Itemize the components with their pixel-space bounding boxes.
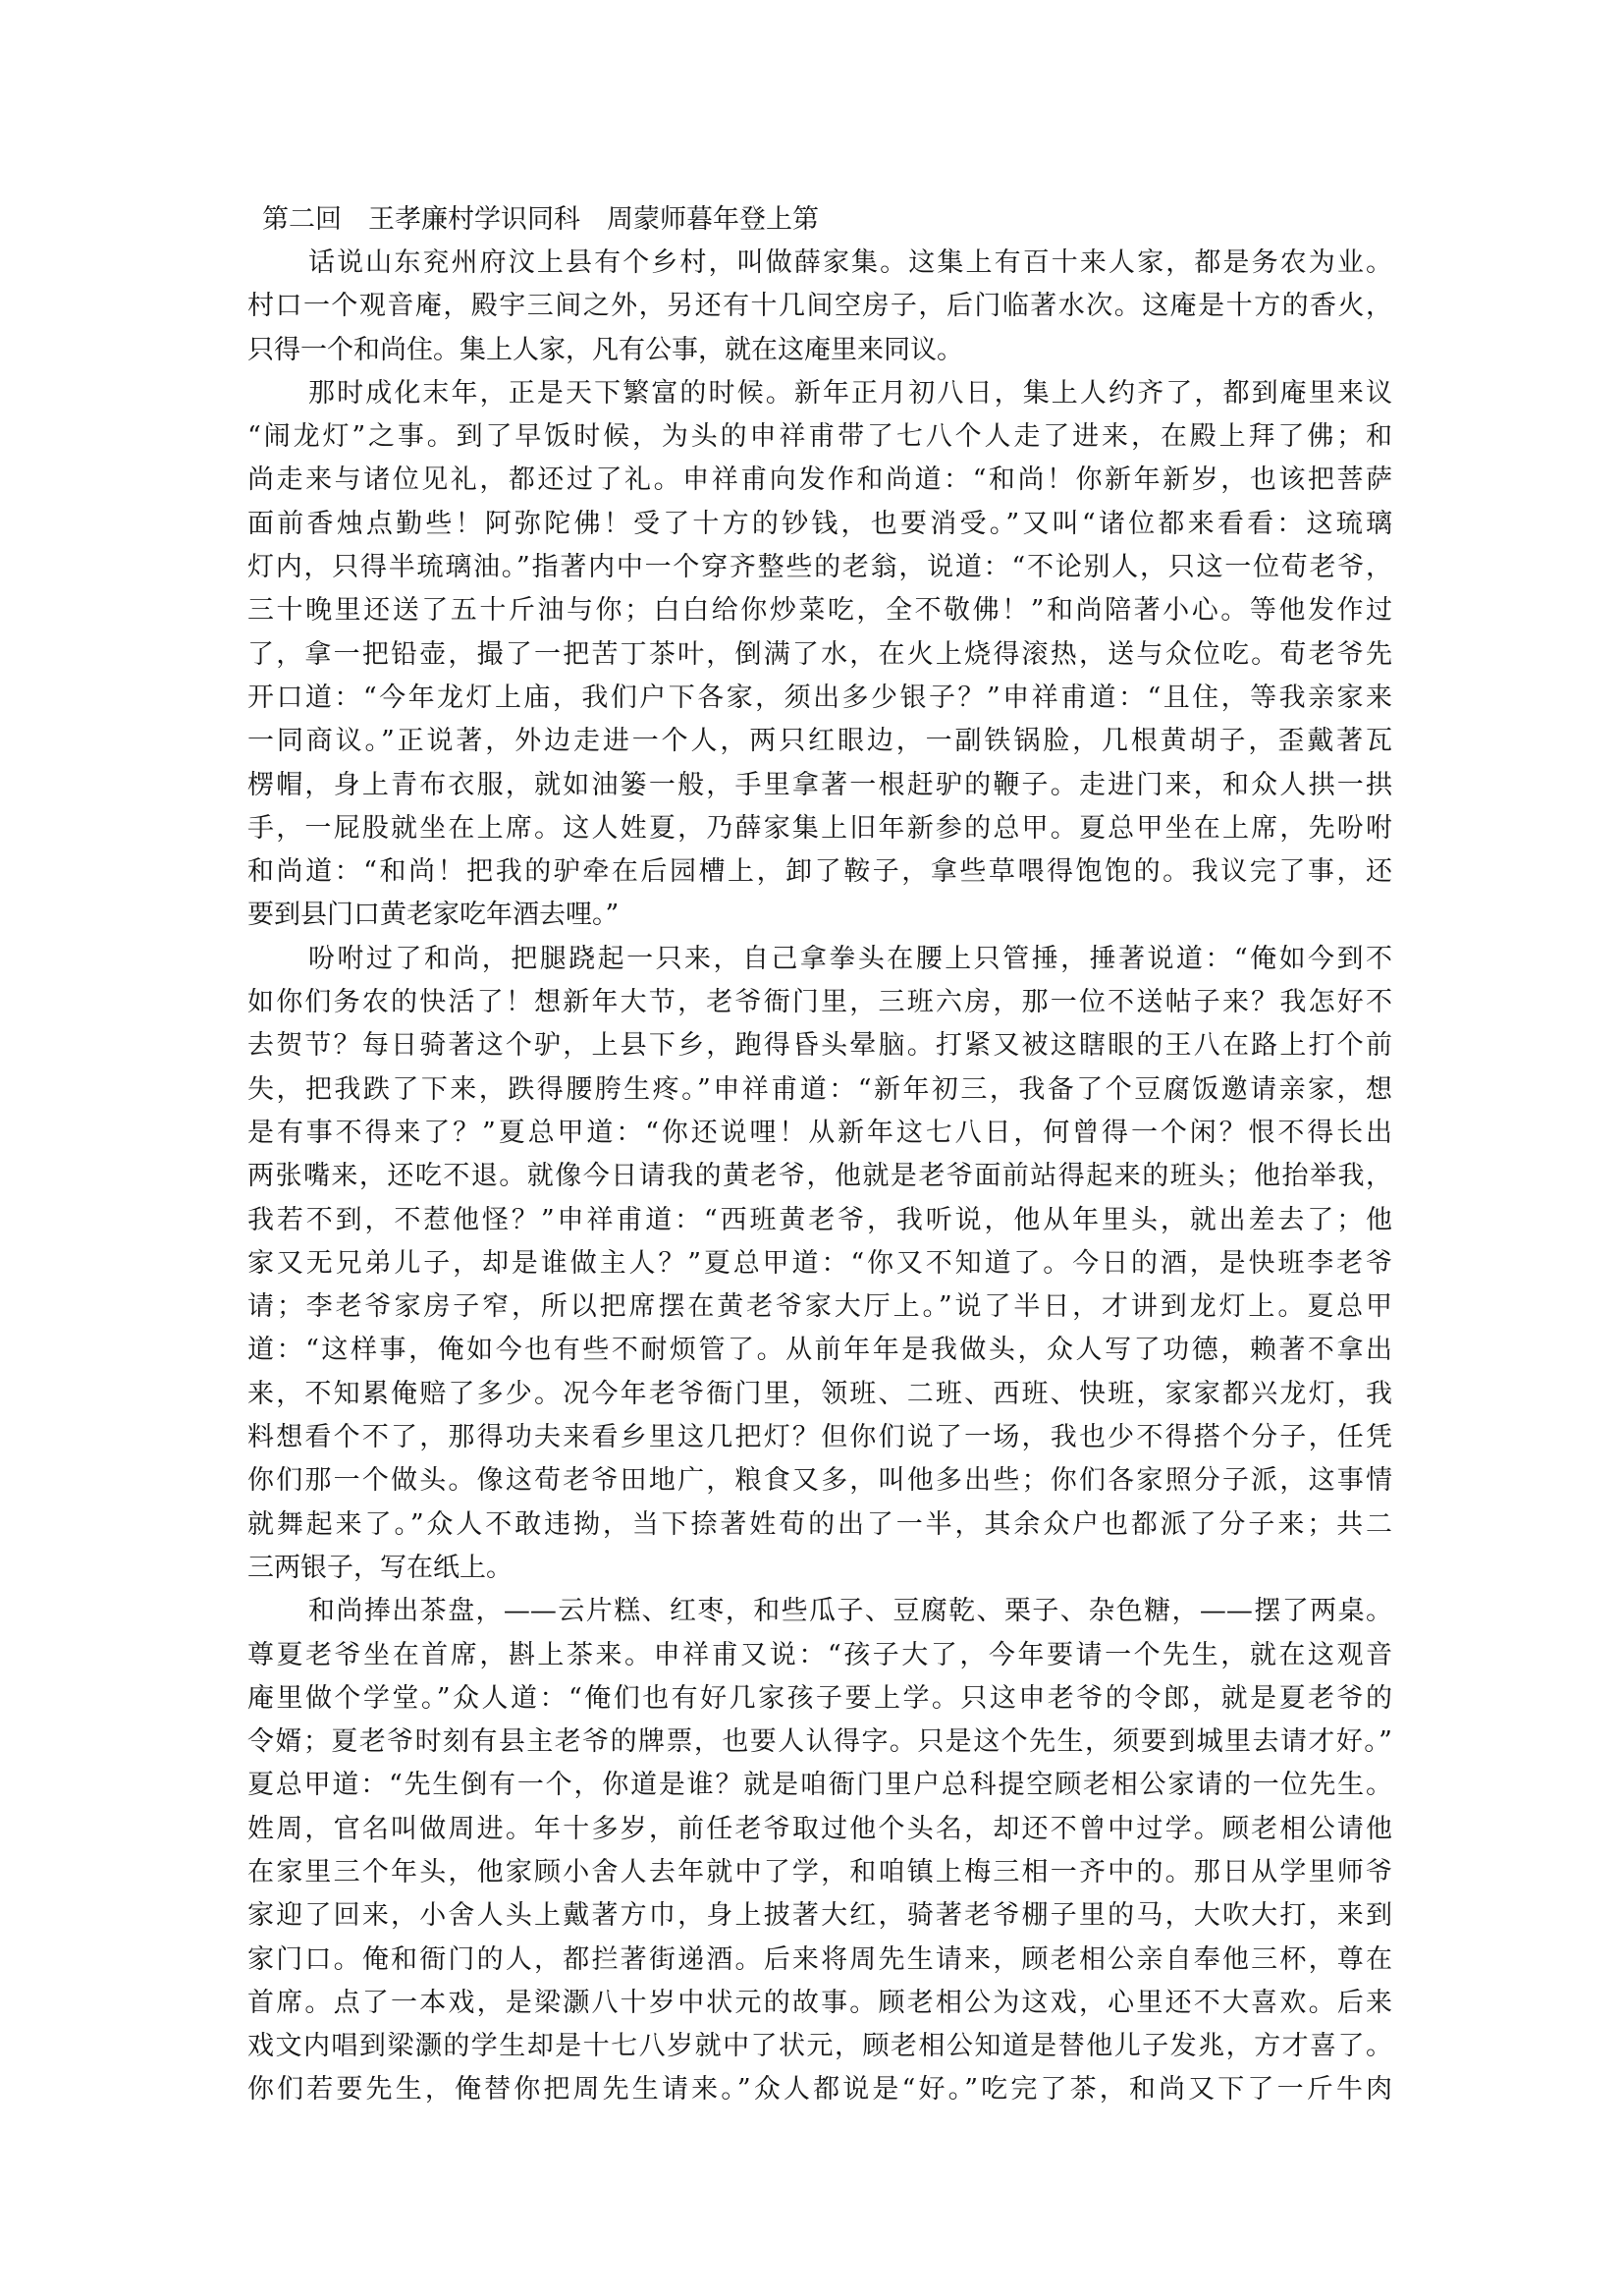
text-line: 尊夏老爷坐在首席，斟上茶来。申祥甫又说：“孩子大了，今年要请一个先生，就在这观音 — [247, 1639, 1392, 1670]
text-line: 了，拿一把铅壶，撮了一把苦丁茶叶，倒满了水，在火上烧得滚热，送与众位吃。荀老爷先 — [247, 638, 1392, 670]
text-line: 楞帽，身上青布衣服，就如油篓一般，手里拿著一根赶驴的鞭子。走进门来，和众人拱一拱 — [247, 769, 1392, 800]
text-line: 面前香烛点勤些！阿弥陀佛！受了十方的钞钱，也要消受。”又叫“诸位都来看看：这琉璃 — [247, 508, 1392, 539]
text-line: 如你们务农的快活了！想新年大节，老爷衙门里，三班六房，那一位不送帖子来？我怎好不 — [247, 987, 1392, 1018]
text-line: 首席。点了一本戏，是梁灏八十岁中状元的故事。顾老相公为这戏，心里还不大喜欢。后来 — [247, 1987, 1392, 2018]
text-line: 就舞起来了。”众人不敢违拗，当下捺著姓荀的出了一半，其余众户也都派了分子来；共二 — [247, 1508, 1392, 1540]
text-line: 吩咐过了和尚，把腿跷起一只来，自己拿拳头在腰上只管捶，捶著说道：“俺如今到不 — [308, 943, 1392, 974]
text-line: 姓周，官名叫做周进。年十多岁，前任老爷取过他个头名，却还不曾中过学。顾老相公请他 — [247, 1813, 1392, 1844]
text-line: 话说山东兖州府汶上县有个乡村，叫做薛家集。这集上有百十来人家，都是务农为业。 — [308, 247, 1392, 278]
text-line: 请；李老爷家房子窄，所以把席摆在黄老爷家大厅上。”说了半日，才讲到龙灯上。夏总甲 — [247, 1291, 1392, 1323]
text-line: 夏总甲道：“先生倒有一个，你道是谁？就是咱衙门里户总科提空顾老相公家请的一位先生。 — [247, 1770, 1392, 1801]
chapter-title: 第二回 王孝廉村学识同科 周蒙师暮年登上第 — [262, 204, 819, 235]
text-line: 失，把我跌了下来，跌得腰胯生疼。”申祥甫道：“新年初三，我备了个豆腐饭邀请亲家，想 — [247, 1073, 1392, 1105]
body-text — [247, 242, 1392, 2112]
paragraph — [247, 242, 1392, 372]
paragraph — [247, 1590, 1392, 2112]
text-line: 令婿；夏老爷时刻有县主老爷的牌票，也要人认得字。只是这个先生，须要到城里去请才好。” — [247, 1726, 1392, 1758]
text-line: 只得一个和尚住。集上人家，凡有公事，就在这庵里来同议。 — [247, 334, 963, 365]
text-line: 道：“这样事，俺如今也有些不耐烦管了。从前年年是我做头，众人写了功德，赖著不拿出 — [247, 1335, 1392, 1366]
text-line: 是有事不得来了？”夏总甲道：“你还说哩！从新年这七八日，何曾得一个闲？恨不得长出 — [247, 1117, 1392, 1148]
text-line: 三两银子，写在纸上。 — [247, 1552, 513, 1583]
text-line: 和尚道：“和尚！把我的驴牵在后园槽上，卸了鞍子，拿些草喂得饱饱的。我议完了事，还 — [247, 856, 1392, 888]
text-line: 戏文内唱到梁灏的学生却是十七八岁就中了状元，顾老相公知道是替他儿子发兆，方才喜了。 — [247, 2031, 1392, 2062]
text-line: “闹龙灯”之事。到了早饭时候，为头的申祥甫带了七八个人走了进来，在殿上拜了佛；和 — [247, 421, 1392, 453]
text-line: 手，一屁股就坐在上席。这人姓夏，乃薛家集上旧年新参的总甲。夏总甲坐在上席，先吩咐 — [247, 812, 1392, 844]
text-line: 我若不到，不惹他怪？”申祥甫道：“西班黄老爷，我听说，他从年里头，就出差去了；他 — [247, 1204, 1392, 1235]
text-line: 那时成化末年，正是天下繁富的时候。新年正月初八日，集上人约齐了，都到庵里来议 — [308, 377, 1392, 409]
text-line: 家又无兄弟儿子，却是谁做主人？”夏总甲道：“你又不知道了。今日的酒，是快班李老爷 — [247, 1247, 1392, 1279]
text-line: 一同商议。”正说著，外边走进一个人，两只红眼边，一副铁锅脸，几根黄胡子，歪戴著瓦 — [247, 726, 1392, 757]
text-line: 要到县门口黄老家吃年酒去哩。” — [247, 900, 620, 931]
text-line: 料想看个不了，那得功夫来看乡里这几把灯？但你们说了一场，我也少不得搭个分子，任凭 — [247, 1422, 1392, 1453]
text-line: 庵里做个学堂。”众人道：“俺们也有好几家孩子要上学。只这申老爷的令郎，就是夏老爷的 — [247, 1682, 1392, 1714]
paragraph — [247, 938, 1392, 1590]
text-line: 开口道：“今年龙灯上庙，我们户下各家，须出多少银子？”申祥甫道：“且住，等我亲家来 — [247, 682, 1392, 713]
text-line: 你们那一个做头。像这荀老爷田地广，粮食又多，叫他多出些；你们各家照分子派，这事情 — [247, 1465, 1392, 1497]
paragraph — [247, 372, 1392, 938]
document-page — [247, 197, 1392, 2112]
text-line: 在家里三个年头，他家顾小舍人去年就中了学，和咱镇上梅三相一齐中的。那日从学里师爷 — [247, 1856, 1392, 1887]
text-line: 家迎了回来，小舍人头上戴著方巾，身上披著大红，骑著老爷棚子里的马，大吹大打，来到 — [247, 1900, 1392, 1932]
text-line: 家门口。俺和衙门的人，都拦著街递酒。后来将周先生请来，顾老相公亲自奉他三杯，尊在 — [247, 1943, 1392, 1975]
text-line: 两张嘴来，还吃不退。就像今日请我的黄老爷，他就是老爷面前站得起来的班头；他抬举我， — [247, 1161, 1392, 1192]
text-line: 你们若要先生，俺替你把周先生请来。”众人都说是“好。”吃完了茶，和尚又下了一斤牛肉 — [247, 2074, 1392, 2105]
text-line: 去贺节？每日骑著这个驴，上县下乡，跑得昏头晕脑。打紧又被这瞎眼的王八在路上打个前 — [247, 1030, 1392, 1062]
text-line: 村口一个观音庵，殿宇三间之外，另还有十几间空房子，后门临著水次。这庵是十方的香火， — [247, 291, 1392, 322]
text-line: 来，不知累俺赔了多少。况今年老爷衙门里，领班、二班、西班、快班，家家都兴龙灯，我 — [247, 1378, 1392, 1409]
text-line: 三十晚里还送了五十斤油与你；白白给你炒菜吃，全不敬佛！”和尚陪著小心。等他发作过 — [247, 595, 1392, 627]
text-line: 尚走来与诸位见礼，都还过了礼。申祥甫向发作和尚道：“和尚！你新年新岁，也该把菩萨 — [247, 465, 1392, 496]
text-line: 和尚捧出茶盘，——云片糕、红枣，和些瓜子、豆腐乾、栗子、杂色糖，——摆了两桌。 — [308, 1596, 1392, 1627]
text-line: 灯内，只得半琉璃油。”指著内中一个穿齐整些的老翁，说道：“不论别人，只这一位荀老爷， — [247, 552, 1392, 583]
